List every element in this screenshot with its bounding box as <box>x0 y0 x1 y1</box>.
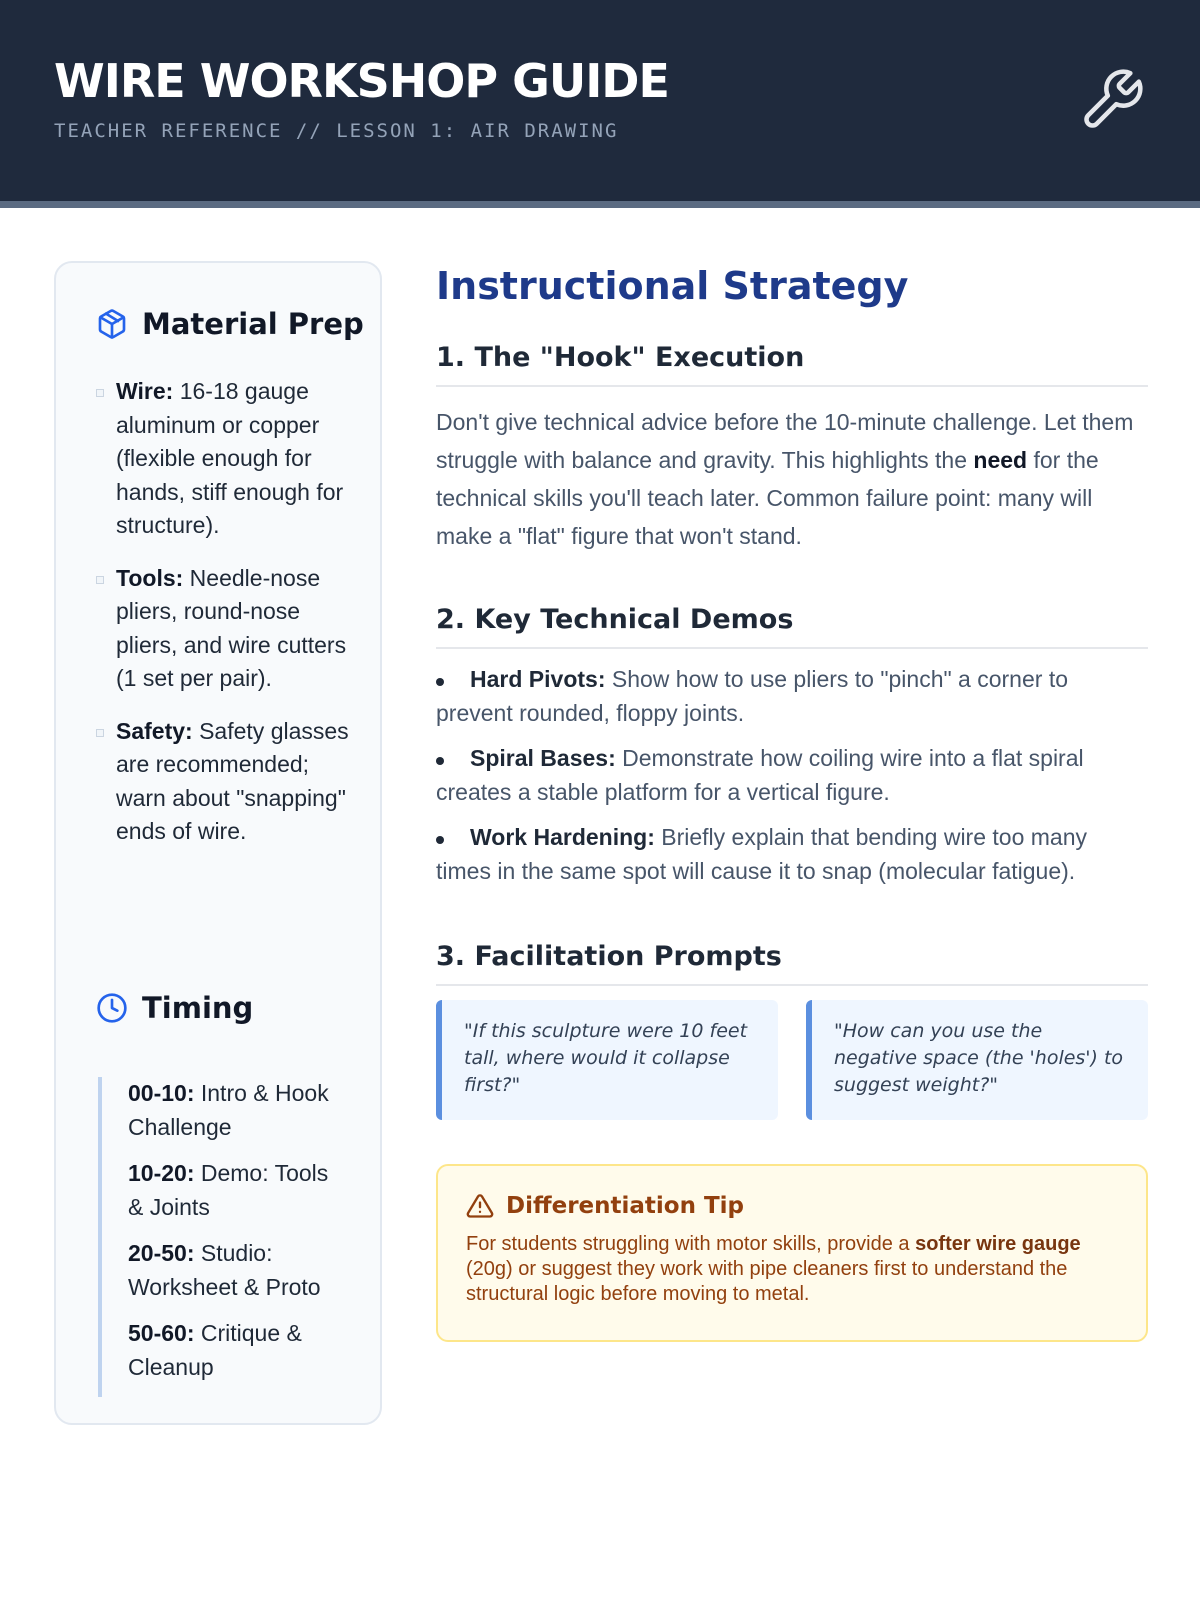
item-label: Tools: <box>116 564 184 591</box>
timing-range: 00-10: <box>128 1080 195 1106</box>
bullet-icon <box>436 757 444 765</box>
timing-item <box>128 1157 348 1224</box>
section-title: Instructional Strategy <box>436 264 909 308</box>
tip-text-a: For students struggling with motor skills, provide a <box>466 1233 916 1255</box>
warning-icon <box>466 1192 494 1220</box>
page-title: WIRE WORKSHOP GUIDE <box>54 54 669 108</box>
demos-list <box>436 663 1148 888</box>
demo-text: Show how to use pliers to "pinch" a corner to prevent rounded, floppy joints. <box>436 666 1068 726</box>
bullet-icon <box>436 836 444 844</box>
bullet-icon <box>436 678 444 686</box>
timing-item <box>128 1317 348 1384</box>
page-header <box>0 0 1200 208</box>
box-icon <box>96 308 128 340</box>
demo-label: Spiral Bases: <box>470 745 616 771</box>
hook-heading: 1. The "Hook" Execution <box>436 342 1148 387</box>
demos-section <box>436 604 1148 900</box>
tip-title: Differentiation Tip <box>506 1193 745 1219</box>
wrench-icon <box>1078 66 1146 134</box>
demos-heading: 2. Key Technical Demos <box>436 604 1148 649</box>
demo-label: Work Hardening: <box>470 824 655 850</box>
demo-label: Hard Pivots: <box>470 666 606 692</box>
timing-text: Studio: Worksheet & Proto <box>128 1240 321 1300</box>
tip-heading <box>466 1192 1118 1220</box>
item-text: Safety glasses are recommended; warn about "snapping" ends of wire. <box>116 717 349 844</box>
prompt-quote: "How can you use the negative space (the 'holes') to suggest weight?" <box>806 1000 1148 1120</box>
list-item <box>96 562 356 696</box>
timing-title: Timing <box>142 991 254 1025</box>
timing-text: Intro & Hook Challenge <box>128 1080 329 1140</box>
main-content <box>436 258 1148 1096</box>
timing-text: Critique & Cleanup <box>128 1320 302 1380</box>
page-subtitle: TEACHER REFERENCE // LESSON 1: AIR DRAWING <box>54 120 619 142</box>
prompts-heading: 3. Facilitation Prompts <box>436 941 1148 986</box>
differentiation-tip <box>436 1164 1148 1342</box>
demo-text: Briefly explain that bending wire too many times in the same spot will cause it to snap (molecular fatigue). <box>436 824 1088 884</box>
prompts-row <box>436 1000 1148 1120</box>
material-list <box>96 375 356 868</box>
timing-range: 50-60: <box>128 1320 195 1346</box>
timing-range: 10-20: <box>128 1160 195 1186</box>
item-text: 16-18 gauge aluminum or copper (flexible enough for hands, stiff enough for structure). <box>116 378 344 538</box>
timing-text: Demo: Tools & Joints <box>128 1160 329 1220</box>
material-prep-title: Material Prep <box>142 307 364 341</box>
prompts-section <box>436 941 1148 1120</box>
hook-paragraph <box>436 403 1148 555</box>
demo-text: Demonstrate how coiling wire into a flat spiral creates a stable platform for a vertical figure. <box>436 745 1084 805</box>
hook-section <box>436 342 1148 555</box>
list-item <box>436 742 1148 809</box>
item-label: Wire: <box>116 378 174 404</box>
item-label: Safety: <box>116 717 193 744</box>
tip-body <box>466 1232 1118 1307</box>
timing-item <box>128 1077 348 1144</box>
list-item <box>436 663 1148 730</box>
timing-heading <box>96 991 253 1025</box>
tip-text-bold: softer wire gauge <box>915 1233 1081 1255</box>
hook-text-b: for the technical skills you'll teach later. Common failure point: many will make a "flat" figure that won't stand. <box>436 447 1099 549</box>
hook-text-a: Don't give technical advice before the 10-minute challenge. Let them struggle with balance and gravity. This highlights the <box>436 409 1134 473</box>
sidebar <box>54 261 382 1425</box>
list-item <box>96 715 356 849</box>
timing-item <box>128 1237 348 1304</box>
timing-list <box>98 1077 348 1397</box>
timing-range: 20-50: <box>128 1240 195 1266</box>
list-item <box>96 375 356 543</box>
list-item <box>436 821 1148 888</box>
hook-text-bold: need <box>973 447 1028 473</box>
tip-text-b: (20g) or suggest they work with pipe cleaners first to understand the structural logic before moving to metal. <box>466 1258 1068 1305</box>
clock-icon <box>96 992 128 1024</box>
prompt-quote: "If this sculpture were 10 feet tall, where would it collapse first?" <box>436 1000 778 1120</box>
material-prep-heading <box>96 307 364 341</box>
item-text: Needle-nose pliers, round-nose pliers, and wire cutters (1 set per pair). <box>116 564 347 691</box>
